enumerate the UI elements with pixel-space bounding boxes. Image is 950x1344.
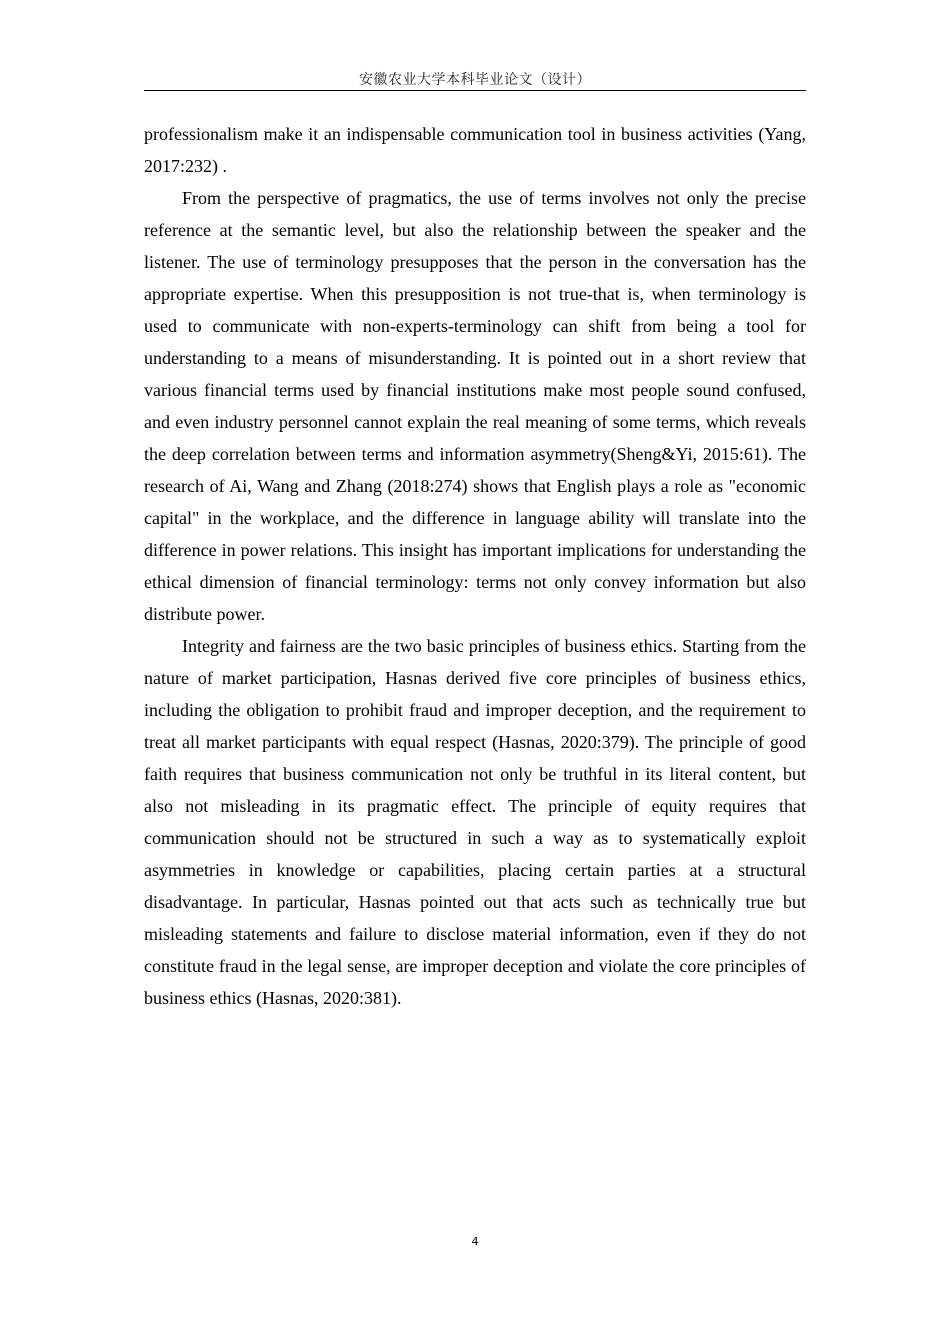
paragraph-business-ethics: Integrity and fairness are the two basic principles of business ethics. Starting from the nature of market participation, Hasnas derived five core principles of business ethics, including the obligation to prohibit fraud and improper deception, and the requirement to treat all market participants with equal respect (Hasnas, 2020:379). The principle of good faith requires that business communication not only be truthful in its literal content, but also not misleading in its pragmatic effect. The principle of equity requires that communication should not be structured in such a way as to systematically exploit asymmetries in knowledge or capabilities, placing certain parties at a structural disadvantage. In particular, Hasnas pointed out that acts such as technically true but misleading statements and failure to disclose material information, even if they do not constitute fraud in the legal sense, are improper deception and violate the core principles of business ethics (Hasnas, 2020:381).: [144, 636, 806, 1008]
paragraph-continuation: professionalism make it an indispensable communication tool in business activities (Yang, 2017:232) .: [144, 124, 806, 176]
body-text: [144, 118, 806, 1014]
running-header-title: 安徽农业大学本科毕业论文（设计）: [359, 72, 591, 88]
header-divider: [144, 90, 806, 91]
page-number: 4: [471, 1235, 479, 1248]
paragraph-pragmatics: From the perspective of pragmatics, the use of terms involves not only the precise reference at the semantic level, but also the relationship between the speaker and the listener. The use of terminology presupposes that the person in the conversation has the appropriate expertise. When this presupposition is not true-that is, when terminology is used to communicate with non-experts-terminology can shift from being a tool for understanding to a means of misunderstanding. It is pointed out in a short review that various financial terms used by financial institutions make most people sound confused, and even industry personnel cannot explain the real meaning of some terms, which reveals the deep correlation between terms and information asymmetry(Sheng&Yi, 2015:61). The research of Ai, Wang and Zhang (2018:274) shows that English plays a role as "economic capital" in the workplace, and the difference in language ability will translate into the difference in power relations. This insight has important implications for understanding the ethical dimension of financial terminology: terms not only convey information but also distribute power.: [144, 188, 806, 624]
